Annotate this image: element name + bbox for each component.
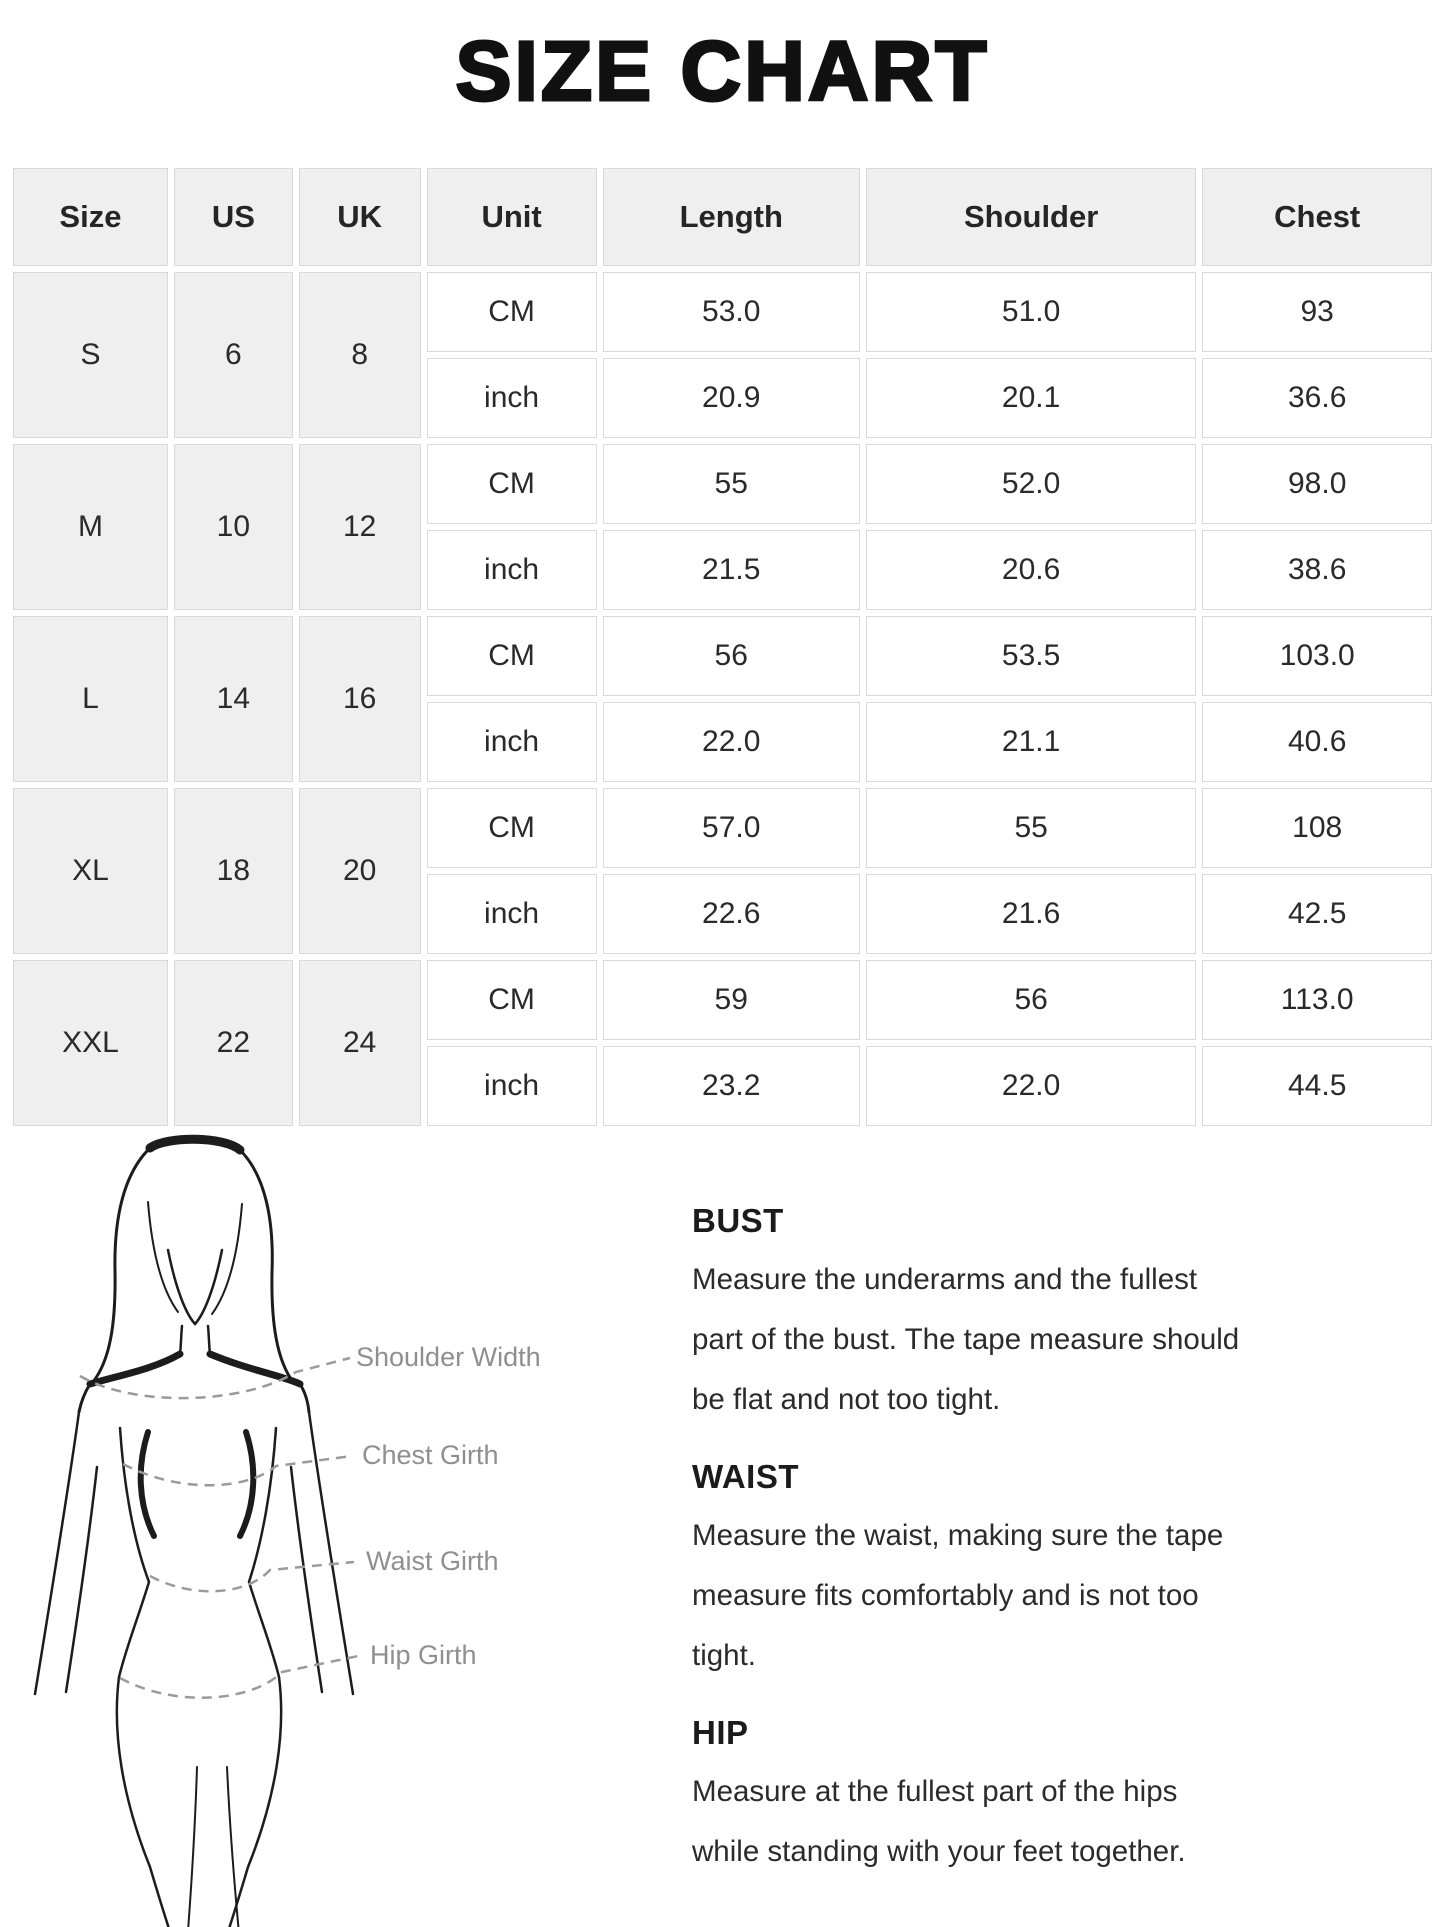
unit-cell: CM [427, 272, 597, 352]
chest-girth-label: Chest Girth [362, 1440, 499, 1471]
unit-cell: CM [427, 960, 597, 1040]
shoulder-cell: 51.0 [866, 272, 1197, 352]
us-cell: 6 [174, 272, 293, 438]
size-cell: S [13, 272, 168, 438]
header-length: Length [603, 168, 860, 266]
chest-cell: 98.0 [1202, 444, 1432, 524]
table-row [13, 960, 1432, 1040]
unit-cell: inch [427, 358, 597, 438]
body-measurement-diagram [0, 1132, 560, 1927]
size-cell: M [13, 444, 168, 610]
length-cell: 21.5 [603, 530, 860, 610]
us-cell: 10 [174, 444, 293, 610]
shoulder-cell: 22.0 [866, 1046, 1197, 1126]
chest-cell: 113.0 [1202, 960, 1432, 1040]
shoulder-cell: 21.6 [866, 874, 1197, 954]
chest-cell: 44.5 [1202, 1046, 1432, 1126]
header-us: US [174, 168, 293, 266]
hip-instructions: Measure at the fullest part of the hips while standing with your feet together. [692, 1775, 1186, 1869]
unit-cell: CM [427, 616, 597, 696]
waist-heading: WAIST [692, 1458, 799, 1496]
page-title: SIZE CHART [455, 24, 990, 118]
size-cell: XL [13, 788, 168, 954]
shoulder-cell: 53.5 [866, 616, 1197, 696]
unit-cell: inch [427, 874, 597, 954]
uk-cell: 24 [299, 960, 421, 1126]
chest-cell: 40.6 [1202, 702, 1432, 782]
length-cell: 53.0 [603, 272, 860, 352]
hip-heading: HIP [692, 1714, 749, 1752]
length-cell: 22.6 [603, 874, 860, 954]
table-row [13, 616, 1432, 696]
header-uk: UK [299, 168, 421, 266]
size-table [7, 162, 1438, 1132]
us-cell: 14 [174, 616, 293, 782]
shoulder-cell: 20.6 [866, 530, 1197, 610]
chest-cell: 108 [1202, 788, 1432, 868]
unit-cell: inch [427, 702, 597, 782]
shoulder-cell: 56 [866, 960, 1197, 1040]
size-cell: XXL [13, 960, 168, 1126]
uk-cell: 12 [299, 444, 421, 610]
length-cell: 57.0 [603, 788, 860, 868]
unit-cell: inch [427, 530, 597, 610]
unit-cell: CM [427, 788, 597, 868]
table-row [13, 272, 1432, 352]
table-row [13, 444, 1432, 524]
hip-girth-label: Hip Girth [370, 1640, 477, 1671]
header-shoulder: Shoulder [866, 168, 1197, 266]
us-cell: 22 [174, 960, 293, 1126]
chest-cell: 38.6 [1202, 530, 1432, 610]
length-cell: 23.2 [603, 1046, 860, 1126]
shoulder-cell: 20.1 [866, 358, 1197, 438]
length-cell: 59 [603, 960, 860, 1040]
uk-cell: 8 [299, 272, 421, 438]
waist-girth-label: Waist Girth [366, 1546, 499, 1577]
length-cell: 20.9 [603, 358, 860, 438]
header-size: Size [13, 168, 168, 266]
shoulder-cell: 52.0 [866, 444, 1197, 524]
length-cell: 22.0 [603, 702, 860, 782]
header-unit: Unit [427, 168, 597, 266]
chest-cell: 36.6 [1202, 358, 1432, 438]
bust-instructions: Measure the underarms and the fullest part of the bust. The tape measure should be flat and not too tight. [692, 1263, 1240, 1417]
bust-heading: BUST [692, 1202, 784, 1240]
table-header-row [13, 168, 1432, 266]
uk-cell: 16 [299, 616, 421, 782]
shoulder-width-label: Shoulder Width [356, 1342, 541, 1373]
waist-instructions: Measure the waist, making sure the tape measure fits comfortably and is not too tight. [692, 1519, 1224, 1673]
unit-cell: inch [427, 1046, 597, 1126]
uk-cell: 20 [299, 788, 421, 954]
length-cell: 56 [603, 616, 860, 696]
chest-cell: 93 [1202, 272, 1432, 352]
header-chest: Chest [1202, 168, 1432, 266]
shoulder-cell: 21.1 [866, 702, 1197, 782]
measuring-guide-section [0, 1132, 1445, 1927]
shoulder-cell: 55 [866, 788, 1197, 868]
length-cell: 55 [603, 444, 860, 524]
chest-cell: 103.0 [1202, 616, 1432, 696]
chest-cell: 42.5 [1202, 874, 1432, 954]
measuring-instructions [692, 1202, 1432, 1910]
table-row [13, 788, 1432, 868]
us-cell: 18 [174, 788, 293, 954]
unit-cell: CM [427, 444, 597, 524]
size-cell: L [13, 616, 168, 782]
